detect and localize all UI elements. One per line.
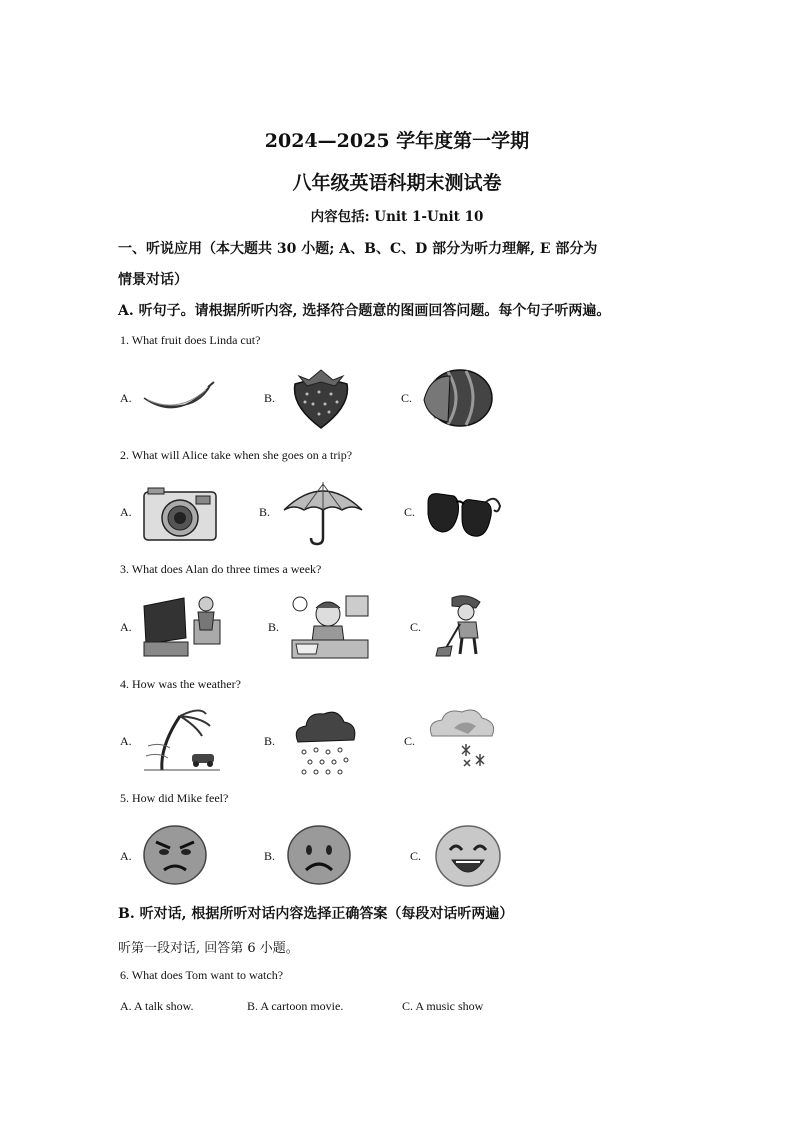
option-label: C.: [410, 620, 422, 634]
angry-face-icon: [142, 824, 208, 886]
question-2: 2. What will Alice take when she goes on a trip?: [120, 448, 353, 462]
option-label: B.: [259, 505, 271, 519]
option-a: A. A talk show.: [120, 999, 194, 1013]
option-b: B. A cartoon movie.: [247, 999, 344, 1013]
camera-icon: [140, 484, 220, 544]
option-label: B.: [264, 734, 276, 748]
sad-face-icon: [286, 824, 352, 886]
option-label: A.: [120, 620, 132, 634]
option-label: C.: [410, 849, 422, 863]
watching-tv-icon: [140, 594, 224, 660]
part-b-instruction: B. 听对话, 根据所听对话内容选择正确答案（每段对话听两遍）: [118, 906, 514, 922]
option-label: B.: [264, 391, 276, 405]
happy-face-icon: [434, 824, 502, 888]
option-label: C.: [404, 734, 416, 748]
windy-icon: [140, 706, 224, 774]
strawberry-icon: [285, 368, 357, 430]
question-1: 1. What fruit does Linda cut?: [120, 333, 261, 347]
option-label: A.: [120, 505, 132, 519]
option-c: C. A music show: [402, 999, 484, 1013]
watermelon-icon: [420, 366, 496, 428]
option-label: A.: [120, 734, 132, 748]
rainy-icon: [288, 706, 360, 776]
dialog-1-intro: 听第一段对话, 回答第 6 小题。: [118, 941, 299, 956]
question-5: 5. How did Mike feel?: [120, 791, 229, 805]
question-3: 3. What does Alan do three times a week?: [120, 562, 322, 576]
part-a-instruction: A. 听句子。请根据所听内容, 选择符合题意的图画回答问题。每个句子听两遍。: [118, 303, 611, 319]
option-label: A.: [120, 391, 132, 405]
option-label: C.: [401, 391, 413, 405]
exam-title-year: 2024—2025 学年度第一学期: [264, 130, 530, 152]
section-heading: 一、听说应用（本大题共 30 小题; A、B、C、D 部分为听力理解, E 部分为: [118, 241, 598, 257]
section-heading-cont: 情景对话）: [118, 272, 188, 288]
exam-scope: 内容包括: Unit 1-Unit 10: [310, 209, 484, 225]
umbrella-icon: [280, 480, 366, 546]
option-label: B.: [268, 620, 280, 634]
snowy-icon: [424, 704, 500, 772]
option-label: B.: [264, 849, 276, 863]
question-6: 6. What does Tom want to watch?: [120, 968, 284, 982]
banana-icon: [140, 378, 216, 414]
option-label: A.: [120, 849, 132, 863]
exam-title: 八年级英语科期末测试卷: [292, 172, 502, 194]
question-4: 4. How was the weather?: [120, 677, 241, 691]
sweeping-icon: [430, 594, 492, 660]
option-label: C.: [404, 505, 416, 519]
sunglasses-icon: [424, 484, 504, 540]
studying-icon: [288, 592, 372, 662]
